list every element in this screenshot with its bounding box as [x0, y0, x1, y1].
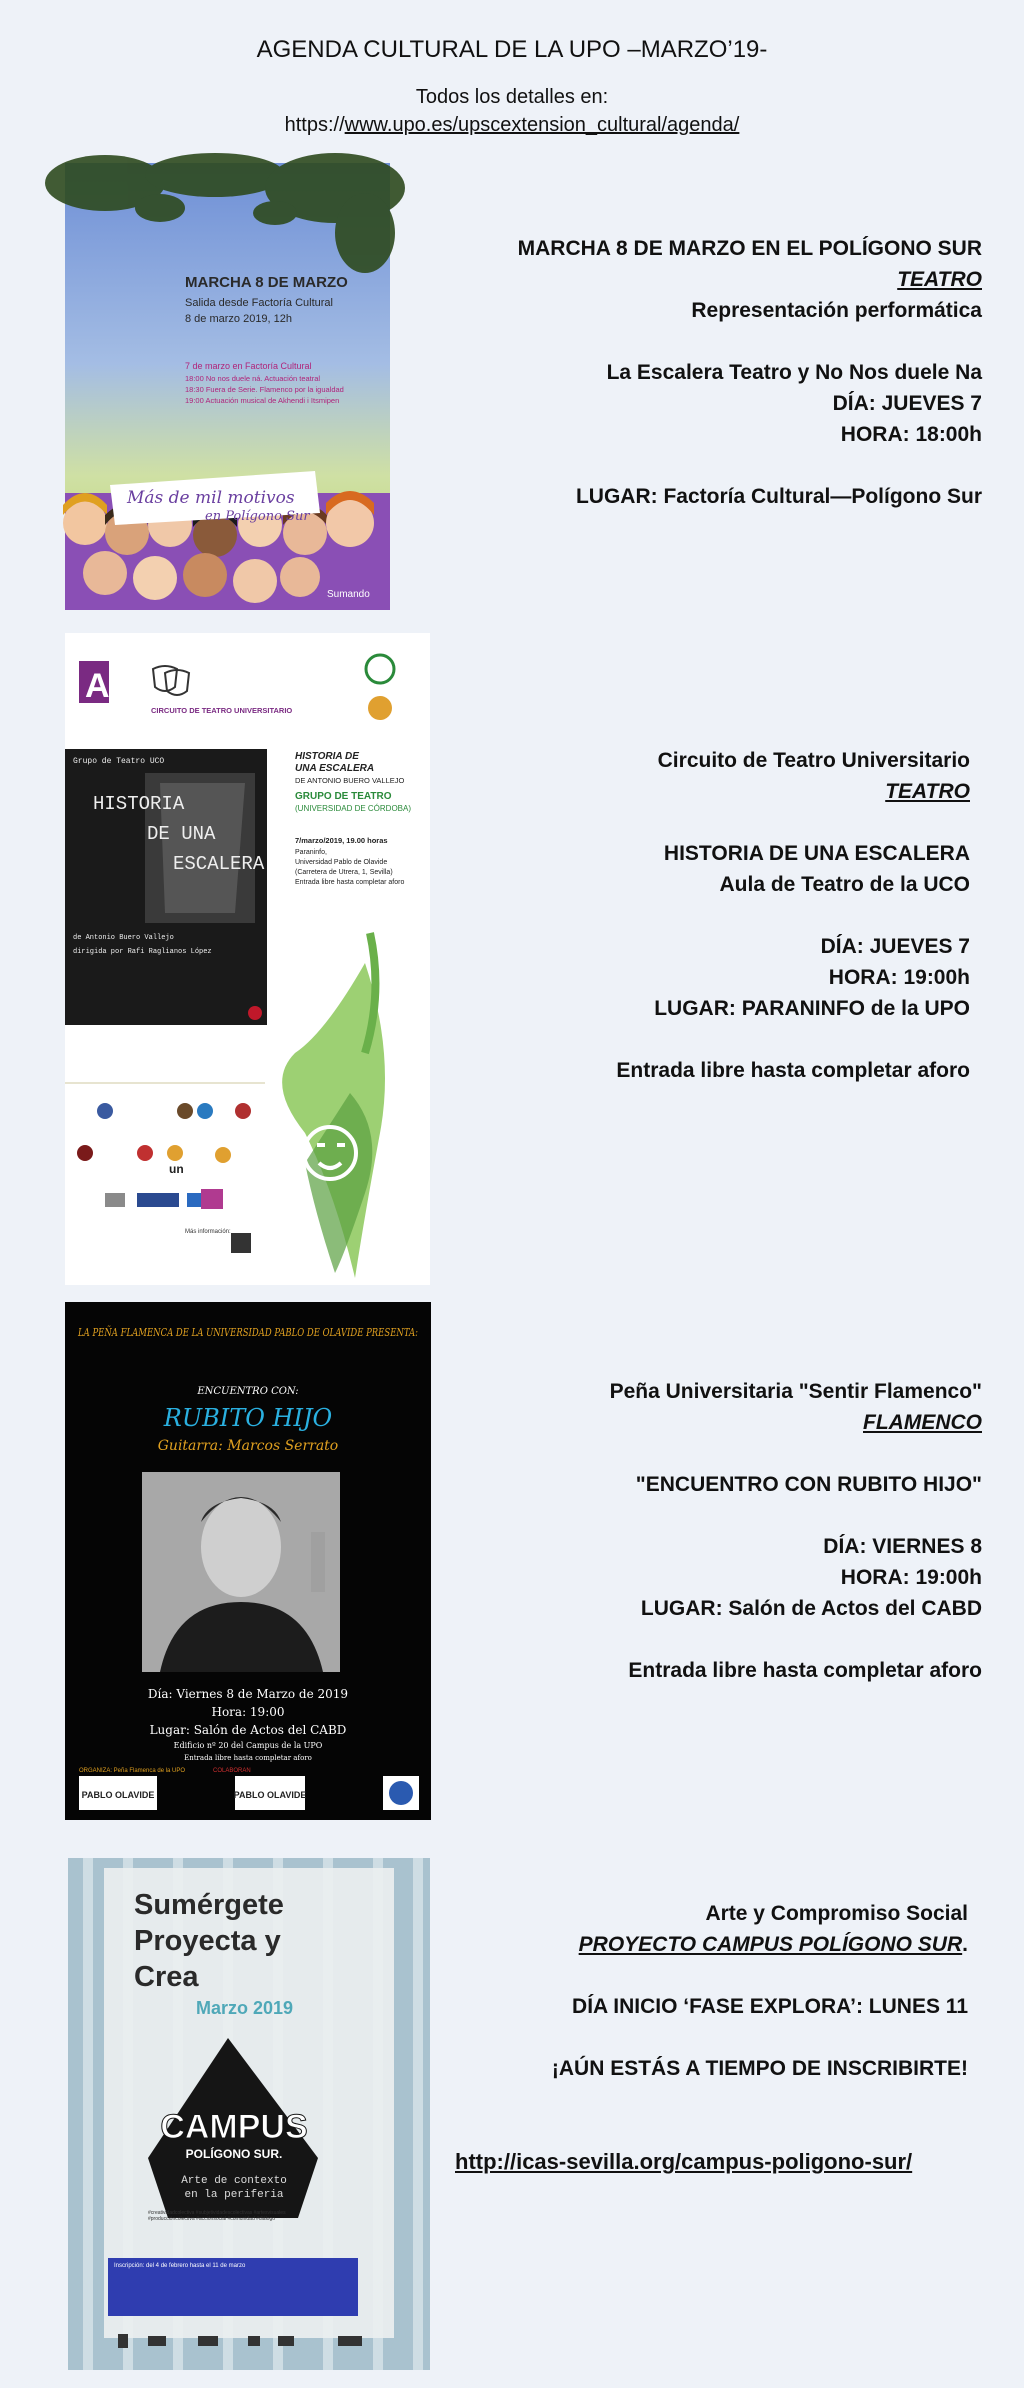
event4-category: PROYECTO CAMPUS POLÍGONO SUR: [578, 1933, 963, 1956]
play-group: Grupo de Teatro UCO: [73, 757, 165, 766]
event4-poster: [68, 1858, 430, 2370]
poster-line3: 18:30 Fuera de Serie. Flamenco por la igualdad: [185, 385, 344, 394]
more-info: Más información:: [185, 1229, 231, 1235]
event3-heading: Peña Universitaria "Sentir Flamenco": [609, 1380, 982, 1403]
poster-line2: 18:00 No nos duele ná. Actuación teatral: [185, 374, 321, 383]
event2-info: [616, 745, 970, 1086]
details-label: Todos los detalles en:: [415, 86, 609, 108]
event3-line1: "ENCUENTRO CON RUBITO HIJO": [635, 1473, 982, 1496]
event2-place: LUGAR: PARANINFO de la UPO: [654, 997, 970, 1020]
logo-a: A: [85, 667, 110, 705]
guitar-label: Guitarra: Marcos Serrato: [157, 1438, 339, 1454]
event2-line1: HISTORIA DE UNA ESCALERA: [663, 842, 970, 865]
side-entry: Entrada libre hasta completar aforo: [295, 879, 405, 886]
poster-building: Edificio nº 20 del Campus de la UPO: [173, 1741, 323, 1750]
event3-time: HORA: 19:00h: [840, 1566, 982, 1589]
page-title: AGENDA CULTURAL DE LA UPO –MARZO’19-: [256, 36, 768, 63]
campus-word: CAMPUS: [160, 2108, 308, 2146]
event1-line1: Representación performática: [691, 299, 982, 322]
event4-heading: Arte y Compromiso Social: [705, 1902, 968, 1925]
colabora-label: COLABORAN: [213, 1768, 251, 1774]
event2-heading: Circuito de Teatro Universitario: [657, 749, 970, 772]
event4-day: DÍA INICIO ‘FASE EXPLORA’: LUNES 11: [572, 1995, 968, 2018]
banner-line2: en Polígono Sur: [205, 509, 310, 524]
event3-place: LUGAR: Salón de Actos del CABD: [640, 1597, 982, 1620]
presenter-line: LA PEÑA FLAMENCA DE LA UNIVERSIDAD PABLO DE OLAVIDE PRESENTA:: [77, 1325, 419, 1339]
side-title1: HISTORIA DE: [295, 751, 359, 762]
side-place1: Paraninfo,: [295, 849, 327, 856]
event3-entry: Entrada libre hasta completar aforo: [628, 1659, 982, 1682]
side-title2: UNA ESCALERA: [295, 763, 375, 774]
event4-info: [552, 1898, 968, 2084]
campus-link[interactable]: http://icas-sevilla.org/campus-poligono-sur/: [455, 2149, 913, 2174]
poster-date: Día: Viernes 8 de Marzo de 2019: [147, 1687, 349, 1701]
poster-subtitle: Salida desde Factoría Cultural: [185, 297, 333, 309]
logo-un: un: [169, 1162, 184, 1176]
event2-poster-art: [65, 633, 430, 1285]
event1-poster: [65, 163, 390, 610]
event4-category-suffix: .: [962, 1933, 968, 1956]
event1-info: [518, 233, 982, 512]
play-title-line3: ESCALERA: [173, 853, 265, 875]
play-director: dirigida por Rafi Raglianos López: [73, 948, 212, 956]
poster-title: MARCHA 8 DE MARZO: [185, 274, 348, 291]
campus-title2: Proyecta y: [134, 1925, 281, 1957]
event1-day: DÍA: JUEVES 7: [832, 392, 982, 415]
logo1: PABLO OLAVIDE: [81, 1790, 155, 1800]
event3-day: DÍA: VIERNES 8: [823, 1535, 982, 1558]
event1-time: HORA: 18:00h: [840, 423, 982, 446]
play-author: de Antonio Buero Vallejo: [73, 934, 174, 942]
event3-category: FLAMENCO: [863, 1411, 982, 1434]
poster-line1: 7 de marzo en Factoría Cultural: [185, 361, 312, 371]
poligono-word: POLÍGONO SUR.: [185, 2147, 283, 2161]
event3-poster-art: [65, 1302, 431, 1820]
organiza-label: ORGANIZA: Peña Flamenca de la UPO: [79, 1768, 186, 1774]
event1-category: TEATRO: [897, 268, 982, 291]
event3-poster: [65, 1302, 431, 1820]
side-place3: (Carretera de Utrera, 1, Sevilla): [295, 869, 393, 876]
poster-time: Hora: 19:00: [211, 1705, 285, 1719]
play-title-line1: HISTORIA: [93, 793, 185, 815]
campus-month: Marzo 2019: [196, 1998, 294, 2018]
side-place2: Universidad Pablo de Olavide: [295, 859, 388, 866]
inscripcion-text: Inscripción: del 4 de febrero hasta el 11 de marzo: [114, 2263, 246, 2269]
qr-code-icon: [231, 1233, 251, 1253]
event4-cta: ¡AÚN ESTÁS A TIEMPO DE INSCRIBIRTE!: [551, 2057, 968, 2080]
circuit-label: CIRCUITO DE TEATRO UNIVERSITARIO: [151, 706, 293, 715]
details-url-link[interactable]: www.upo.es/upscextension_cultural/agenda/: [344, 114, 740, 136]
event1-heading: MARCHA 8 DE MARZO EN EL POLÍGONO SUR: [517, 237, 982, 260]
poster-line4: 19:00 Actuación musical de Akhendi i Itsmipen: [185, 396, 340, 405]
banner-line1: Más de mil motivos: [127, 488, 295, 508]
campus-title1: Sumérgete: [134, 1889, 284, 1921]
hashtags: #creatividadcolectiva #subjetividadescolectivas #artesvisuales #produccióncolectiva #acciónsocial #comunidad #diálogo: [148, 2210, 286, 2222]
artist-name: RUBITO HIJO: [163, 1404, 333, 1432]
poster-place: Lugar: Salón de Actos del CABD: [149, 1723, 347, 1737]
jaen-logo: [368, 696, 392, 720]
side-group2: (UNIVERSIDAD DE CÓRDOBA): [295, 804, 412, 813]
event1-line2: La Escalera Teatro y No Nos duele Na: [606, 361, 982, 384]
event2-line2: Aula de Teatro de la UCO: [719, 873, 970, 896]
play-logo: [248, 1006, 262, 1020]
campus-title3: Crea: [134, 1961, 199, 1993]
side-author: DE ANTONIO BUERO VALLEJO: [295, 776, 405, 785]
event3-info: [610, 1376, 982, 1686]
event2-day: DÍA: JUEVES 7: [820, 935, 970, 958]
event4-category-line: [552, 1929, 968, 1960]
logo3: [389, 1781, 413, 1805]
event2-time: HORA: 19:00h: [828, 966, 970, 989]
event2-poster: [65, 633, 430, 1285]
play-title-line2: DE UNA: [147, 823, 216, 845]
event1-place: LUGAR: Factoría Cultural—Polígono Sur: [575, 485, 982, 508]
arte-line1: Arte de contexto: [181, 2175, 287, 2187]
event1-poster-art: [65, 163, 390, 610]
poster-entry: Entrada libre hasta completar aforo: [184, 1754, 312, 1762]
event4-poster-art: [68, 1858, 430, 2370]
side-date: 7/marzo/2019, 19.00 horas: [295, 836, 388, 845]
details-url-prefix: https://: [284, 114, 345, 136]
sumando-badge: Sumando: [327, 589, 370, 600]
event2-category: TEATRO: [885, 780, 970, 803]
arte-line2: en la periferia: [184, 2189, 284, 2201]
details-url-line: [0, 114, 1024, 137]
logo2: PABLO OLAVIDE: [233, 1790, 307, 1800]
poster-date: 8 de marzo 2019, 12h: [185, 313, 293, 325]
artist-photo: [142, 1472, 340, 1672]
event2-entry: Entrada libre hasta completar aforo: [616, 1059, 970, 1082]
encounter-label: ENCUENTRO CON:: [197, 1386, 299, 1397]
side-group1: GRUPO DE TEATRO: [295, 791, 392, 802]
